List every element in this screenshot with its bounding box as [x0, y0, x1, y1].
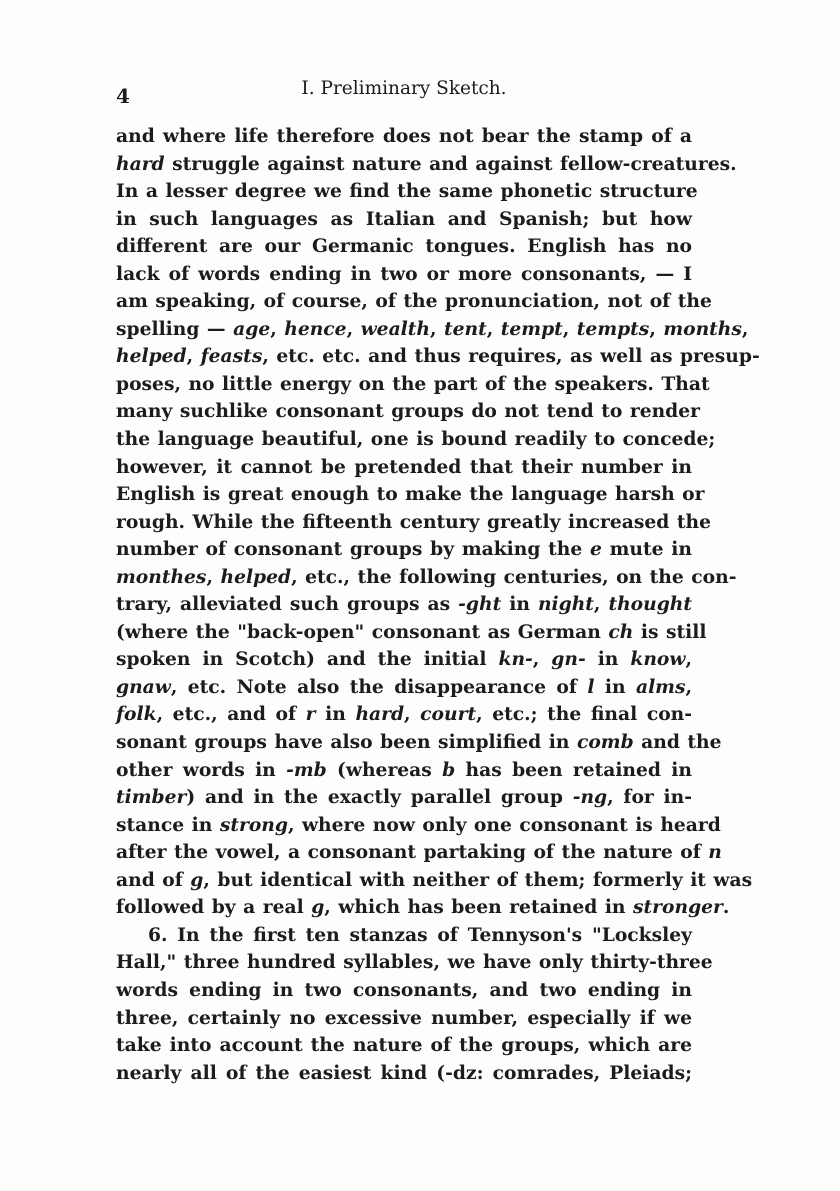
text-line: the language beautiful, one is bound readily to concede;	[116, 428, 716, 451]
text-line: spoken in Scotch) and the initial kn-, gn- in know,	[116, 648, 692, 671]
text-line: trary, alleviated such groups as -ght in night, thought	[116, 593, 693, 616]
text-line: however, it cannot be pretended that their number in	[116, 455, 692, 478]
text-line: In a lesser degree we find the same phonetic structure	[116, 180, 698, 203]
text-line: sonant groups have also been simplified in comb and the	[116, 731, 722, 754]
text-line: other words in -mb (whereas b has been retained in	[116, 758, 692, 781]
text-line: many suchlike consonant groups do not tend to render	[116, 400, 700, 423]
text-line: lack of words ending in two or more consonants, — I	[116, 262, 692, 285]
text-line: after the vowel, a consonant partaking of the nature of n	[116, 841, 722, 864]
text-line: stance in strong, where now only one consonant is heard	[116, 813, 721, 836]
text-line: 6. In the first ten stanzas of Tennyson's "Locksley	[148, 923, 692, 946]
text-line: and where life therefore does not bear the stamp of a	[116, 125, 692, 147]
text-line: different are our Germanic tongues. English has no	[116, 235, 692, 258]
page-number: 4	[116, 84, 130, 108]
page-header	[116, 78, 692, 108]
running-head: I. Preliminary Sketch.	[301, 78, 507, 99]
text-line: followed by a real g, which has been retained in stronger.	[116, 896, 730, 919]
text-line: hard struggle against nature and against fellow-creatures.	[116, 152, 737, 175]
text-line: English is great enough to make the language harsh or	[116, 483, 705, 506]
text-line: (where the "back-open" consonant as German ch is still	[116, 620, 707, 643]
text-line: Hall," three hundred syllables, we have only thirty-three	[116, 951, 713, 974]
text-line: timber) and in the exactly parallel group -ng, for in-	[116, 786, 692, 809]
text-line: spelling — age, hence, wealth, tent, tempt, tempts, months,	[116, 317, 749, 340]
text-line: and of g, but identical with neither of them; formerly it was	[116, 868, 753, 891]
text-line: folk, etc., and of r in hard, court, etc.; the final con-	[116, 703, 693, 726]
text-line: helped, feasts, etc. etc. and thus requires, as well as presup-	[116, 345, 760, 368]
text-line: gnaw, etc. Note also the disappearance of l in alms,	[116, 675, 692, 698]
text-line: poses, no little energy on the part of the speakers. That	[116, 372, 710, 395]
text-line: monthes, helped, etc., the following centuries, on the con-	[116, 565, 737, 588]
text-line: words ending in two consonants, and two ending in	[116, 978, 692, 1001]
text-line: take into account the nature of the groups, which are	[116, 1034, 692, 1057]
text-line: in such languages as Italian and Spanish; but how	[116, 207, 692, 230]
text-line: number of consonant groups by making the e mute in	[116, 538, 692, 561]
text-line: rough. While the fifteenth century greatly increased the	[116, 510, 711, 533]
text-line: am speaking, of course, of the pronunciation, not of the	[116, 290, 712, 313]
body-text	[116, 123, 760, 1087]
text-line: three, certainly no excessive number, especially if we	[116, 1006, 692, 1029]
text-line: nearly all of the easiest kind (-dz: comrades, Pleiads;	[116, 1061, 692, 1084]
